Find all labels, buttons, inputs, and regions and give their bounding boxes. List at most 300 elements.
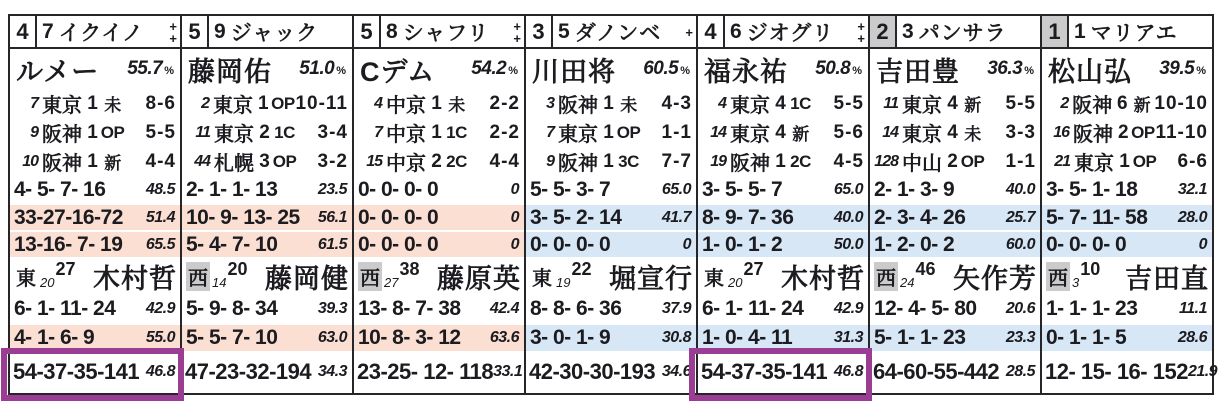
trainer-region: 西 <box>358 262 382 291</box>
stat-row <box>1042 323 1212 351</box>
past-race-track: 東京 <box>42 95 82 117</box>
percent-sign: % <box>1196 65 1206 77</box>
stat-rate: 42.9 <box>833 300 863 317</box>
past-race-count: 2 <box>947 150 958 172</box>
total-rate: 34.6 <box>661 363 691 380</box>
stat-row <box>10 295 180 323</box>
trainer-row <box>526 257 696 295</box>
past-race-result: 10-11 <box>295 92 348 114</box>
past-race-popularity: 44 <box>194 152 210 170</box>
past-race-result: 4-3 <box>661 92 692 114</box>
trainer-sub-number: 20 <box>40 275 55 290</box>
total-row <box>698 351 868 393</box>
stat-rate: 0 <box>510 235 519 253</box>
stat-row <box>10 176 180 203</box>
past-race-row <box>354 89 524 118</box>
past-race-track: 阪神 <box>1072 95 1113 117</box>
past-race-track: 阪神 <box>730 153 770 175</box>
past-race-class: 未 <box>104 96 121 115</box>
past-race-class: 新 <box>964 96 981 115</box>
jockey-win-rate <box>987 58 1034 80</box>
trainer-region: 東 <box>16 267 36 290</box>
total-values: 47-23-32-194 <box>185 359 312 384</box>
stat-row <box>526 323 696 351</box>
past-race-class: OP <box>1131 122 1155 142</box>
past-race-result: 2-2 <box>489 121 520 143</box>
stat-rate: 0 <box>1198 235 1207 253</box>
total-rate: 46.8 <box>833 363 863 380</box>
past-race-row <box>526 89 696 118</box>
past-race-popularity: 16 <box>1053 123 1069 141</box>
trainer-sub-number: 20 <box>728 275 743 290</box>
percent-sign: % <box>1024 65 1034 77</box>
past-race-row <box>1042 118 1212 147</box>
stat-row <box>870 295 1040 323</box>
stat-row <box>526 203 696 230</box>
total-row <box>10 351 180 393</box>
stat-values: 0- 1- 1- 5 <box>1046 326 1127 349</box>
stat-values: 5- 5- 3- 7 <box>530 177 611 201</box>
jockey-name: 藤岡佑 <box>188 56 272 87</box>
past-race-track: 札幌 <box>214 153 254 175</box>
stat-rate: 23.5 <box>317 180 347 198</box>
plus-mark-icon: + <box>513 18 521 34</box>
stat-rate: 63.0 <box>317 329 347 346</box>
stat-values: 3- 5- 5- 7 <box>702 177 783 201</box>
past-race-track: 阪神 <box>558 153 598 175</box>
past-race-track: 中京 <box>386 124 426 146</box>
past-race-result: 4-5 <box>833 150 864 172</box>
past-race-count: 1 <box>1119 150 1130 172</box>
jockey-name: ルメー <box>16 56 100 87</box>
jockey-win-rate <box>127 58 174 80</box>
past-race-class: 未 <box>620 96 637 115</box>
plus-mark-icon: + <box>169 30 177 46</box>
total-rate: 28.5 <box>1005 363 1035 380</box>
past-race-row <box>182 118 352 147</box>
stat-row <box>870 230 1040 257</box>
past-race-popularity: 7 <box>374 123 382 141</box>
trainer-sub-number: 3 <box>1072 275 1080 290</box>
stat-values: 1- 2- 0- 2 <box>874 232 955 256</box>
racing-form-table <box>8 14 1218 395</box>
past-race-count: 1 <box>431 92 442 114</box>
jockey-row <box>870 49 1040 89</box>
trainer-row <box>1042 257 1212 295</box>
stat-values: 13-16- 7- 19 <box>14 232 123 256</box>
stat-values: 0- 0- 0- 0 <box>530 232 611 256</box>
stat-row <box>870 176 1040 203</box>
stat-rate: 20.6 <box>1005 300 1035 317</box>
trainer-region: 西 <box>874 262 898 291</box>
past-race-row <box>526 147 696 176</box>
past-race-popularity: 19 <box>710 152 726 170</box>
past-race-row <box>10 89 180 118</box>
trainer-region: 西 <box>1046 262 1070 291</box>
stat-rate: 41.7 <box>661 208 691 226</box>
stat-values: 1- 0- 1- 2 <box>702 232 783 256</box>
past-race-track: 東京 <box>730 95 770 117</box>
stat-rate: 42.9 <box>145 300 175 317</box>
past-race-track: 東京 <box>902 95 942 117</box>
stat-rate: 0 <box>682 235 691 253</box>
past-race-count: 1 <box>603 92 614 114</box>
stat-row <box>526 295 696 323</box>
past-race-row <box>354 118 524 147</box>
past-race-class: OP <box>271 93 295 113</box>
past-race-count: 6 <box>1117 92 1128 114</box>
stat-row <box>698 230 868 257</box>
stat-rate: 63.6 <box>489 329 519 346</box>
past-race-popularity: 7 <box>30 94 38 112</box>
past-race-count: 1 <box>87 121 98 143</box>
horse-name: マリアエ <box>1090 21 1178 45</box>
stat-rate: 55.0 <box>145 329 175 346</box>
weight-marks <box>857 19 868 45</box>
stat-values: 2- 1- 1- 13 <box>186 177 278 201</box>
stat-row <box>354 295 524 323</box>
stat-values: 10- 8- 3- 12 <box>358 326 461 349</box>
past-race-track: 中京 <box>386 153 426 175</box>
stat-row <box>526 230 696 257</box>
stat-rate: 40.0 <box>833 208 863 226</box>
past-race-popularity: 9 <box>30 123 38 141</box>
frame-number: 5 <box>354 16 381 47</box>
stat-values: 5- 9- 8- 34 <box>186 297 278 320</box>
stat-values: 3- 5- 1- 18 <box>1046 177 1138 201</box>
past-race-count: 1 <box>87 150 98 172</box>
past-race-row <box>10 147 180 176</box>
stat-rate: 51.4 <box>145 208 175 226</box>
frame-number: 3 <box>526 16 553 47</box>
trainer-region: 東 <box>532 267 552 290</box>
past-race-track: 東京 <box>902 124 942 146</box>
total-row <box>526 351 696 393</box>
total-values: 54-37-35-141 <box>13 359 140 384</box>
past-race-class: OP <box>100 122 125 142</box>
stat-rate: 31.3 <box>833 329 863 346</box>
stat-row <box>182 323 352 351</box>
past-race-row <box>870 89 1040 118</box>
total-row <box>1042 351 1218 393</box>
total-rate: 46.8 <box>145 363 175 380</box>
past-race-popularity: 3 <box>546 94 554 112</box>
past-race-count: 1 <box>257 92 269 114</box>
stat-values: 5- 5- 7- 10 <box>186 326 278 349</box>
total-values: 64-60-55-442 <box>873 359 1000 384</box>
stat-values: 1- 1- 1- 23 <box>1046 297 1138 320</box>
total-rate: 21.9 <box>1187 363 1218 380</box>
past-race-track: 阪神 <box>42 153 82 175</box>
past-race-popularity: 15 <box>366 152 382 170</box>
past-race-count: 1 <box>87 92 98 114</box>
horse-header <box>698 16 868 49</box>
past-race-count: 4 <box>775 121 786 143</box>
stat-row <box>870 203 1040 230</box>
stat-row <box>1042 176 1212 203</box>
jockey-row <box>1042 49 1212 89</box>
past-race-track: 阪神 <box>1073 124 1113 146</box>
stat-row <box>698 295 868 323</box>
horse-number: 5 <box>558 19 570 43</box>
past-race-result: 5-5 <box>145 121 176 143</box>
stat-row <box>698 203 868 230</box>
stat-rate: 30.8 <box>661 329 691 346</box>
total-row <box>182 351 352 393</box>
stat-values: 8- 9- 7- 36 <box>702 205 794 229</box>
past-race-popularity: 128 <box>874 152 898 170</box>
plus-mark-icon: + <box>685 24 693 40</box>
past-race-class: 未 <box>448 96 465 115</box>
stat-rate: 28.0 <box>1177 208 1207 226</box>
past-race-class: 1C <box>790 93 811 113</box>
stat-values: 0- 0- 0- 0 <box>358 177 439 201</box>
past-race-count: 4 <box>775 92 786 114</box>
percent-sign: % <box>852 65 862 77</box>
horse-column <box>524 16 696 393</box>
horse-name: ジャック <box>230 21 319 45</box>
stat-values: 4- 1- 6- 9 <box>14 326 95 349</box>
past-race-row <box>870 118 1040 147</box>
horse-column <box>868 16 1040 393</box>
stat-row <box>182 295 352 323</box>
stat-values: 2- 3- 4- 26 <box>874 205 966 229</box>
horse-name: シャフリ <box>402 21 490 45</box>
stat-row <box>10 323 180 351</box>
past-race-track: 中京 <box>386 95 426 117</box>
stat-row <box>1042 203 1212 230</box>
stat-values: 2- 1- 3- 9 <box>874 177 955 201</box>
past-race-count: 4 <box>947 121 958 143</box>
past-race-count: 4 <box>947 92 958 114</box>
past-race-class: OP <box>960 151 985 171</box>
past-race-popularity: 4 <box>374 94 382 112</box>
trainer-number: 22 <box>571 259 592 279</box>
stat-values: 6- 1- 11- 24 <box>702 297 804 320</box>
past-race-class: 3C <box>618 151 639 171</box>
frame-number: 4 <box>698 16 725 47</box>
stat-values: 3- 5- 2- 14 <box>530 205 622 229</box>
trainer-name: 藤岡健 <box>265 263 349 294</box>
past-race-row <box>1042 147 1212 176</box>
past-race-row <box>698 89 868 118</box>
past-race-class: 新 <box>1133 96 1151 115</box>
jockey-row <box>354 49 524 89</box>
trainer-sub-number: 19 <box>556 275 571 290</box>
past-race-class: 1C <box>274 122 295 142</box>
jockey-row <box>698 49 868 89</box>
weight-marks <box>169 19 180 45</box>
stat-values: 5- 1- 1- 23 <box>874 326 966 349</box>
trainer-name: 堀宣行 <box>609 263 693 294</box>
horse-header <box>526 16 696 49</box>
jockey-row <box>10 49 180 89</box>
past-race-count: 1 <box>603 150 614 172</box>
past-race-result: 1-1 <box>661 121 692 143</box>
stat-row <box>182 176 352 203</box>
past-race-result: 11-10 <box>1155 121 1208 143</box>
stat-values: 5- 7- 11- 58 <box>1046 205 1148 229</box>
stat-rate: 25.7 <box>1005 208 1035 226</box>
frame-number: 2 <box>870 16 897 47</box>
stat-row <box>354 230 524 257</box>
trainer-number: 46 <box>915 259 936 279</box>
jockey-win-rate-value: 51.0 <box>299 58 335 79</box>
horse-header <box>354 16 524 49</box>
jockey-win-rate <box>299 58 346 80</box>
past-race-popularity: 11 <box>195 123 210 141</box>
past-race-result: 5-5 <box>1005 92 1036 114</box>
stat-rate: 28.6 <box>1177 329 1207 346</box>
past-race-popularity: 11 <box>883 94 898 112</box>
jockey-win-rate-value: 55.7 <box>127 58 163 79</box>
trainer-name: 木村哲 <box>781 263 865 294</box>
horse-header <box>870 16 1040 49</box>
past-race-row <box>354 147 524 176</box>
horse-name: パンサラ <box>918 21 1007 45</box>
past-race-popularity: 7 <box>546 123 554 141</box>
jockey-win-rate-value: 60.5 <box>643 58 679 79</box>
stat-rate: 39.3 <box>317 300 347 317</box>
stat-row <box>526 176 696 203</box>
past-race-popularity: 14 <box>882 123 898 141</box>
past-race-row <box>870 147 1040 176</box>
frame-number: 5 <box>182 16 209 47</box>
trainer-row <box>182 257 352 295</box>
stat-values: 1- 0- 4- 11 <box>702 326 793 349</box>
trainer-row <box>354 257 524 295</box>
horse-column <box>10 16 180 393</box>
total-values: 23-25- 12- 118 <box>357 359 494 384</box>
horse-name: イクイノ <box>58 21 144 45</box>
past-race-track: 阪神 <box>558 95 598 117</box>
total-values: 42-30-30-193 <box>529 359 656 384</box>
jockey-name: 川田将 <box>532 56 616 87</box>
past-race-popularity: 9 <box>546 152 554 170</box>
trainer-row <box>10 257 180 295</box>
past-race-result: 6-6 <box>1177 150 1208 172</box>
jockey-name: 松山弘 <box>1048 56 1132 87</box>
past-race-row <box>182 147 352 176</box>
stat-rate: 23.3 <box>1005 329 1035 346</box>
horse-header <box>10 16 180 49</box>
stat-rate: 11.1 <box>1179 300 1207 317</box>
past-race-popularity: 2 <box>1060 94 1069 112</box>
stat-rate: 65.0 <box>661 180 691 198</box>
horse-number: 7 <box>42 19 54 43</box>
trainer-number: 38 <box>399 259 420 279</box>
past-race-class: OP <box>272 151 297 171</box>
horse-number: 6 <box>730 19 742 43</box>
horse-column <box>352 16 524 393</box>
horse-header <box>182 16 352 49</box>
stat-values: 33-27-16-72 <box>14 205 123 229</box>
total-values: 12- 15- 16- 152 <box>1045 359 1188 384</box>
stat-rate: 0 <box>510 180 519 198</box>
trainer-name: 矢作芳 <box>953 263 1037 294</box>
past-race-row <box>526 118 696 147</box>
jockey-win-rate <box>471 58 518 80</box>
weight-marks <box>685 25 696 39</box>
trainer-name: 木村哲 <box>93 263 177 294</box>
past-race-result: 3-2 <box>317 150 348 172</box>
stat-row <box>10 230 180 257</box>
total-values: 54-37-35-141 <box>701 359 828 384</box>
past-race-row <box>698 147 868 176</box>
past-race-track: 東京 <box>214 124 254 146</box>
trainer-name: 藤原英 <box>437 263 521 294</box>
past-race-count: 1 <box>431 121 442 143</box>
trainer-number: 27 <box>743 259 764 279</box>
stat-values: 0- 0- 0- 0 <box>358 205 439 229</box>
stat-values: 6- 1- 11- 24 <box>14 297 116 320</box>
horse-column <box>1040 16 1218 393</box>
total-row <box>354 351 524 393</box>
past-race-result: 2-2 <box>489 92 520 114</box>
past-race-count: 2 <box>1117 121 1129 143</box>
past-race-popularity: 21 <box>1054 152 1070 170</box>
past-race-count: 2 <box>259 121 270 143</box>
past-race-class: 2C <box>446 151 467 171</box>
trainer-number: 27 <box>55 259 76 279</box>
stat-rate: 60.0 <box>1005 235 1035 253</box>
total-rate: 34.3 <box>317 363 347 380</box>
past-race-row <box>10 118 180 147</box>
horse-header <box>1042 16 1212 49</box>
jockey-name: 吉田豊 <box>876 56 960 87</box>
horse-number: 1 <box>1074 19 1086 43</box>
trainer-sub-number: 27 <box>384 275 399 290</box>
past-race-row <box>1042 89 1212 118</box>
plus-mark-icon: + <box>513 30 521 46</box>
past-race-class: 1C <box>446 122 467 142</box>
jockey-name: 福永祐 <box>704 56 788 87</box>
jockey-win-rate-value: 50.8 <box>815 58 851 79</box>
past-race-row <box>182 89 352 118</box>
stat-row <box>1042 295 1212 323</box>
stat-rate: 50.0 <box>833 235 863 253</box>
jockey-win-rate-value: 39.5 <box>1159 58 1195 79</box>
weight-marks <box>513 19 524 45</box>
past-race-popularity: 2 <box>201 94 209 112</box>
trainer-row <box>870 257 1040 295</box>
stat-row <box>870 323 1040 351</box>
stat-row <box>354 176 524 203</box>
past-race-class: 新 <box>792 125 809 144</box>
past-race-track: 東京 <box>1074 153 1114 175</box>
past-race-track: 東京 <box>730 124 770 146</box>
stat-row <box>698 323 868 351</box>
stat-rate: 56.1 <box>317 208 347 226</box>
stat-values: 13- 8- 7- 38 <box>358 297 461 320</box>
plus-mark-icon: + <box>857 18 865 34</box>
jockey-win-rate <box>815 58 862 80</box>
horse-number: 3 <box>902 19 914 43</box>
stat-rate: 65.0 <box>833 180 863 198</box>
past-race-class: 2C <box>790 151 811 171</box>
past-race-count: 2 <box>431 150 442 172</box>
past-race-result: 3-3 <box>1005 121 1036 143</box>
percent-sign: % <box>336 65 346 77</box>
past-race-class: OP <box>616 122 641 142</box>
trainer-name: 吉田直 <box>1125 263 1209 294</box>
past-race-track: 阪神 <box>42 124 82 146</box>
stat-values: 12- 4- 5- 80 <box>874 297 977 320</box>
stat-rate: 32.1 <box>1177 180 1207 198</box>
past-race-class: 未 <box>964 125 981 144</box>
jockey-row <box>182 49 352 89</box>
horse-name: ダノンベ <box>574 21 662 45</box>
